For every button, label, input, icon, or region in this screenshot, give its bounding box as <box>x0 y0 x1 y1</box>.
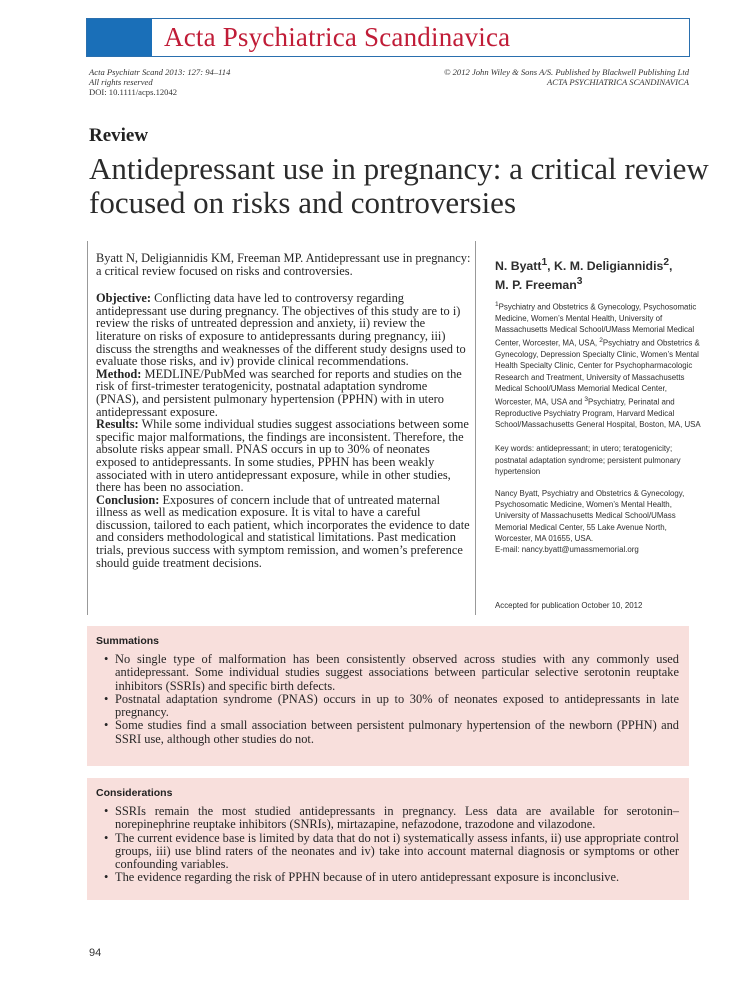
summations-list <box>96 653 679 746</box>
abstract-method <box>96 368 471 418</box>
summation-text: No single type of malformation has been consistently observed across studies with any commonly used antidepressant. Some individual studies suggest associations between particular selective serotonin reuptake inhibitors (SSRIs) and specific birth defects. <box>115 652 679 693</box>
keywords: Key words: antidepressant; in utero; teratogenicity; postnatal adaptation syndrome; persistent pulmonary hypertension <box>495 444 681 476</box>
summations-heading: Summations <box>96 635 160 647</box>
list-item <box>96 871 679 884</box>
results-label: Results: <box>96 417 139 432</box>
objective-label: Objective: <box>96 291 152 306</box>
author-2: , K. M. Deligiannidis <box>547 259 664 274</box>
summation-text: Postnatal adaptation syndrome (PNAS) occurs in up to 30% of neonates exposed to antidepressants in late pregnancy. <box>115 691 679 720</box>
list-item <box>96 805 679 832</box>
list-item <box>96 693 679 720</box>
method-text: MEDLINE/PubMed was searched for reports and studies on the risk of first-trimester teratogenicity, postnatal adaptation syndrome (PNAS), and persistent pulmonary hypertension (PPHN) with in utero antidepressant exposure. <box>96 366 462 419</box>
copyright-notice: © 2012 John Wiley & Sons A/S. Published by Blackwell Publishing Ltd <box>443 67 689 77</box>
author-3-sup: 3 <box>576 276 583 288</box>
method-label: Method: <box>96 366 142 381</box>
considerations-box <box>87 778 689 900</box>
conclusion-label: Conclusion: <box>96 492 160 507</box>
rights-notice: All rights reserved <box>89 77 153 87</box>
consideration-text: The evidence regarding the risk of PPHN because of in utero antidepressant exposure is inconclusive. <box>115 870 620 885</box>
correspondence <box>495 488 705 555</box>
journal-name: Acta Psychiatrica Scandinavica <box>164 22 511 52</box>
author-sidebar <box>495 255 705 555</box>
consideration-text: The current evidence base is limited by data that do not i) systematically assess infants, ii) use appropriate control groups, iii) use blind raters of the neonates and iv) take into account maternal diagnosis or symptoms or other confounding variables. <box>115 830 679 872</box>
bullet: • <box>104 652 109 666</box>
abstract-citation: Byatt N, Deligiannidis KM, Freeman MP. Antidepressant use in pregnancy: a critical review focused on risks and controversies. <box>96 251 471 278</box>
abstract <box>87 241 476 615</box>
section-label: Review <box>89 125 149 146</box>
journal-citation: Acta Psychiatr Scand 2013: 127: 94–114 <box>89 67 231 77</box>
affiliation-1-sup: 1 <box>495 301 499 309</box>
affiliation-2: Psychiatry and Obstetrics & Gynecology, Depression Specialty Clinic, Women’s Mental Health Specialty Clinic, Center for Psychopharmacologic Research and Treatment, University of Massachusetts Medical School/UMass Memorial Medical Center, Worcester, MA, USA and <box>495 339 700 407</box>
journal-accent-block <box>87 19 152 56</box>
article-meta-left <box>89 67 230 97</box>
considerations-list <box>96 805 679 885</box>
author-list <box>495 255 705 293</box>
author-1-sup: 1 <box>541 257 548 268</box>
consideration-text: SSRIs remain the most studied antidepressants in pregnancy. Less data are available for serotonin–norepinephrine reuptake inhibitors (SNRIs), mirtazapine, nefazodone, trazodone and vilazodone. <box>115 804 679 832</box>
abstract-conclusion <box>96 494 471 570</box>
page-number: 94 <box>89 947 102 959</box>
list-item <box>96 719 679 746</box>
bullet: • <box>104 718 109 733</box>
bullet: • <box>104 691 109 706</box>
article-meta-right <box>444 67 689 87</box>
conclusion-text: Exposures of concern include that of untreated maternal illness as well as medication exposure. It is vital to have a careful discussion, tailored to each patient, which incorporates the evidence to date and considers methodological and statistical limitations. Past medication trials, previous success with symptom remission, and women’s preference should guide treatment decisions. <box>96 492 470 570</box>
author-1: N. Byatt <box>495 259 542 274</box>
affiliation-3-sup: 3 <box>584 396 588 404</box>
doi: DOI: 10.1111/acps.12042 <box>89 87 178 97</box>
abstract-results <box>96 418 471 494</box>
journal-header <box>86 18 690 57</box>
list-item <box>96 832 679 872</box>
objective-text: Conflicting data have led to controversy regarding antidepressant use during pregnancy. The objectives of this study are to i) review the risks of untreated depression and anxiety, ii) review the literature on risks of exposure to antidepressants during pregnancy, iii) discuss the strengths and weaknesses of the different study designs used to evaluate those risks, and iv) provide clinical recommendations. <box>96 291 466 369</box>
accepted-date: Accepted for publication October 10, 2012 <box>495 601 643 610</box>
author-separator: , <box>669 259 673 274</box>
list-item <box>96 653 679 693</box>
journal-name-caps: ACTA PSYCHIATRICA SCANDINAVICA <box>546 77 689 87</box>
affiliation-1: Psychiatry and Obstetrics & Gynecology, Psychosomatic Medicine, Women’s Mental Health, University of Massachusetts Medical School/UMass Memorial Medical Center, Worcester, MA, USA, <box>495 302 697 349</box>
results-text: While some individual studies suggest associations between some specific major malformations, the findings are inconsistent. Therefore, the absolute risks appear small. PNAS occurs in up to 30% of neonates exposed to antidepressants. In some studies, PPHN has been weakly associated with in utero antidepressant exposure, while in other studies, there has been no association. <box>96 417 469 495</box>
correspondence-address: Nancy Byatt, Psychiatry and Obstetrics & Gynecology, Psychosomatic Medicine, Women’s Mental Health, University of Massachusetts Medical School/UMass Memorial Medical Center, 55 Lake Avenue North, Worcester, MA 01655, USA. <box>495 488 685 543</box>
article-title: Antidepressant use in pregnancy: a critical review focused on risks and controversies <box>89 151 709 220</box>
abstract-objective <box>96 292 471 368</box>
author-3: M. P. Freeman <box>495 278 577 293</box>
bullet: • <box>104 870 109 885</box>
affiliation-2-sup: 2 <box>599 337 603 345</box>
summation-text: Some studies find a small association between persistent pulmonary hypertension of the newborn (PPHN) and SSRI use, although other studies do not. <box>115 718 679 746</box>
author-2-sup: 2 <box>663 257 670 268</box>
summations-box <box>87 626 689 766</box>
bullet: • <box>104 804 109 818</box>
bullet: • <box>104 830 109 845</box>
affiliation-3: Psychiatry, Perinatal and Reproductive Psychiatry Program, Harvard Medical School/Massachusetts General Hospital, Boston, MA, USA <box>495 397 701 430</box>
affiliations <box>495 299 705 430</box>
correspondence-email[interactable]: E-mail: nancy.byatt@umassmemorial.org <box>495 544 639 554</box>
considerations-heading: Considerations <box>96 787 173 799</box>
